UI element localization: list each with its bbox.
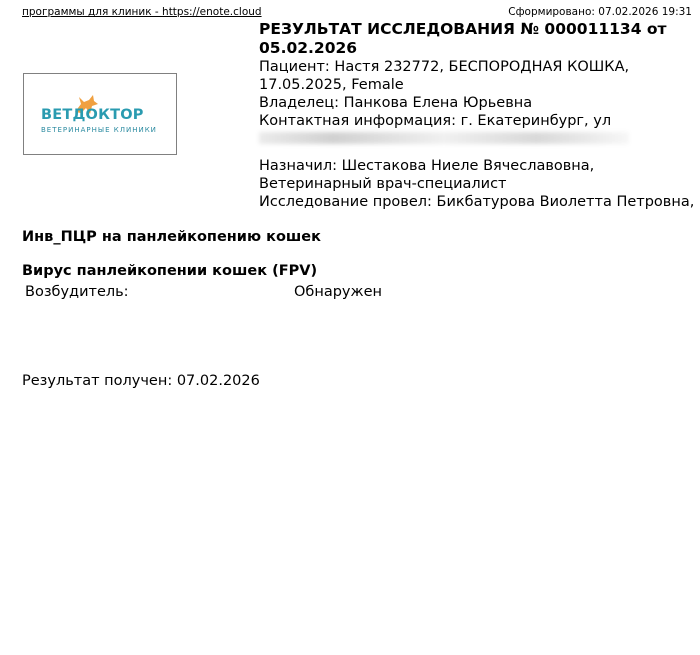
virus-name: Вирус панлейкопении кошек (FPV)	[22, 263, 318, 279]
logo-brand: ВЕТДОКТОР	[41, 107, 144, 123]
result-received: Результат получен: 07.02.2026	[22, 373, 260, 389]
generated-timestamp: Сформировано: 07.02.2026 19:31	[508, 6, 692, 18]
redacted-address	[259, 132, 629, 144]
source-link[interactable]: программы для клиник - https://enote.cloud	[22, 6, 262, 18]
pathogen-label: Возбудитель:	[25, 284, 129, 300]
patient-line1: Пациент: Настя 232772, БЕСПОРОДНАЯ КОШКА,	[259, 59, 630, 75]
assigned-role: Ветеринарный врач-специалист	[259, 176, 507, 192]
report-title-line2: 05.02.2026	[259, 39, 358, 57]
pathogen-value: Обнаружен	[294, 284, 382, 300]
patient-line2: 17.05.2025, Female	[259, 77, 404, 93]
report-title-line1: РЕЗУЛЬТАТ ИССЛЕДОВАНИЯ № 000011134 от	[259, 20, 667, 38]
contact-info: Контактная информация: г. Екатеринбург, ул	[259, 113, 612, 129]
performed-by: Исследование провел: Бикбатурова Виолетта Петровна,	[259, 194, 695, 210]
report-header	[259, 20, 699, 144]
test-name: Инв_ПЦР на панлейкопению кошек	[22, 229, 321, 245]
owner: Владелец: Панкова Елена Юрьевна	[259, 95, 533, 111]
clinic-logo	[23, 73, 177, 155]
assigned-block	[259, 157, 699, 211]
assigned-by: Назначил: Шестакова Ниеле Вячеславовна,	[259, 158, 595, 174]
logo-subtitle: ВЕТЕРИНАРНЫЕ КЛИНИКИ	[41, 126, 157, 134]
